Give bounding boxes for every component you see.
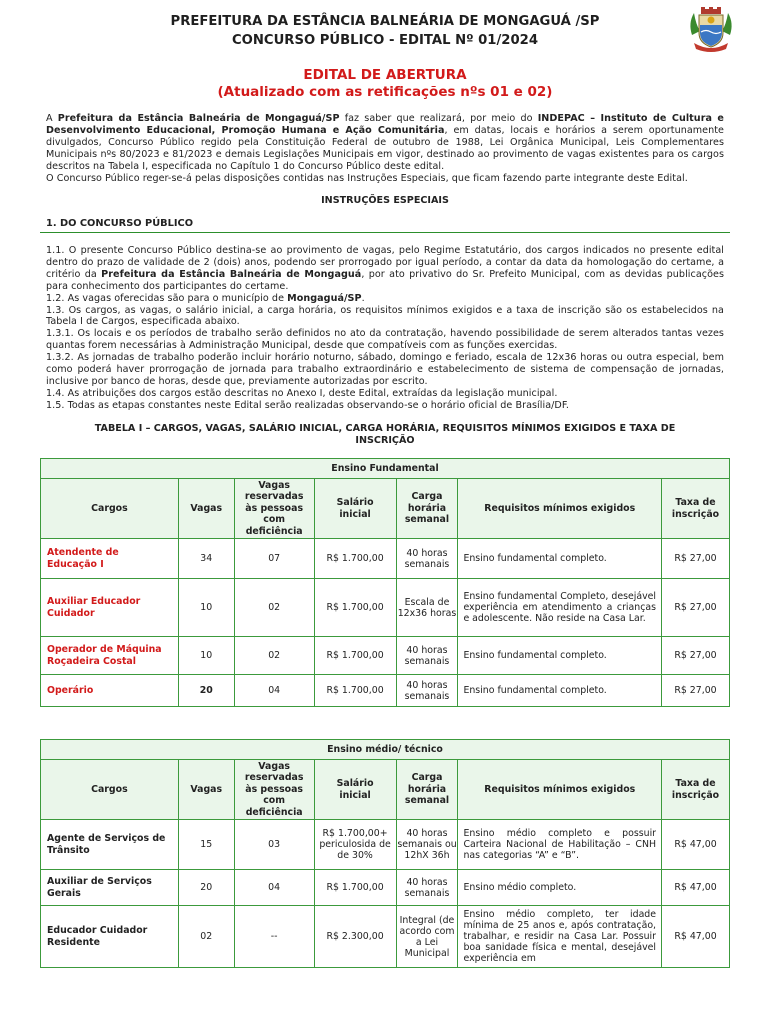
table-row xyxy=(41,579,730,637)
table-row xyxy=(41,870,730,906)
item-1-5: 1.5. Todas as etapas constantes neste Edital serão realizadas observando-se o horário oficial de Brasília/DF. xyxy=(46,399,569,411)
cell-cargo: Auxiliar de Serviços Gerais xyxy=(41,870,179,906)
cell-requisitos: Ensino fundamental completo. xyxy=(458,675,662,707)
intro-text: , em datas, locais e horários a serem oportunamente divulgados, Concurso Público regido pela Constituição Federal de outubro de 1988, Lei Orgânica Municipal, Leis Complementares Municipais nºs 80/2023 e 81/2023 e demais Legislações Municipais em vigor, destinado ao provimento de vagas existentes para os cargos descritos na Tabela I, especificada no Capítulo 1 do Concurso Público deste edital. xyxy=(46,124,724,172)
cell-carga: 40 horas semanais ou 12hX 36h xyxy=(396,820,458,870)
col-header-taxa: Taxa de inscrição xyxy=(662,479,730,539)
table-caption: Ensino médio/ técnico xyxy=(41,740,730,760)
cell-taxa: R$ 47,00 xyxy=(662,820,730,870)
cell-salario: R$ 1.700,00 xyxy=(314,675,396,707)
cell-vagas: 20 xyxy=(178,675,234,707)
col-header-requisitos: Requisitos mínimos exigidos xyxy=(458,760,662,820)
cell-taxa: R$ 27,00 xyxy=(662,675,730,707)
cell-carga: Escala de 12x36 horas xyxy=(396,579,458,637)
cell-vagas: 10 xyxy=(178,637,234,675)
table-row xyxy=(41,820,730,870)
cell-cargo: Atendente de Educação I xyxy=(41,539,179,579)
cell-salario: R$ 1.700,00 xyxy=(314,870,396,906)
item-1-1-bold: Prefeitura da Estância Balneária de Mongaguá xyxy=(101,268,362,280)
cell-vagas: 02 xyxy=(178,906,234,968)
cell-vagas: 10 xyxy=(178,579,234,637)
section-1-title: 1. DO CONCURSO PÚBLICO xyxy=(40,215,730,233)
col-header-cargos: Cargos xyxy=(41,479,179,539)
cell-requisitos: Ensino fundamental completo. xyxy=(458,637,662,675)
cell-pcd: 04 xyxy=(234,870,314,906)
cell-salario: R$ 1.700,00 xyxy=(314,539,396,579)
cell-cargo: Agente de Serviços de Trânsito xyxy=(41,820,179,870)
document-header xyxy=(40,12,730,50)
cell-pcd: -- xyxy=(234,906,314,968)
instrucoes-heading: INSTRUÇÕES ESPECIAIS xyxy=(321,195,449,206)
table-caption: Ensino Fundamental xyxy=(41,459,730,479)
cell-carga: 40 horas semanais xyxy=(396,539,458,579)
cell-requisitos: Ensino médio completo, ter idade mínima de 25 anos e, após contratação, trabalhar, e residir na Casa Lar. Possuir boa sanidade física e mental, desejável experiência em xyxy=(458,906,662,968)
cell-requisitos: Ensino fundamental completo. xyxy=(458,539,662,579)
header-line-1: PREFEITURA DA ESTÂNCIA BALNEÁRIA DE MONGAGUÁ /SP xyxy=(170,14,600,29)
table-row xyxy=(41,906,730,968)
table-row xyxy=(41,675,730,707)
cell-carga: 40 horas semanais xyxy=(396,870,458,906)
cell-pcd: 03 xyxy=(234,820,314,870)
intro-prefeitura: Prefeitura da Estância Balneária de Mongaguá/SP xyxy=(57,113,340,124)
cell-carga: 40 horas semanais xyxy=(396,675,458,707)
cell-cargo: Educador Cuidador Residente xyxy=(41,906,179,968)
item-1-2: 1.2. As vagas oferecidas são para o município de xyxy=(46,292,288,304)
cell-salario: R$ 1.700,00 xyxy=(314,579,396,637)
edital-title xyxy=(40,67,730,101)
item-1-2-end: . xyxy=(361,292,365,304)
item-1-1-end: , por ato privativo do Sr. Prefeito Municipal, com as devidas publicações para conhecimento dos participantes do certame. xyxy=(46,268,724,292)
municipal-crest-icon xyxy=(686,5,736,53)
tabela-title-line-2: INSCRIÇÃO xyxy=(355,435,415,446)
cell-carga: 40 horas semanais xyxy=(396,637,458,675)
cell-vagas: 20 xyxy=(178,870,234,906)
table-ensino-fundamental xyxy=(40,458,730,707)
tabela-title xyxy=(40,423,730,447)
col-header-pcd: Vagas reservadas às pessoas com deficiência xyxy=(234,479,314,539)
cell-pcd: 02 xyxy=(234,579,314,637)
item-1-3: 1.3. Os cargos, as vagas, o salário inicial, a carga horária, os requisitos mínimos exigidos e a taxa de inscrição são os estabelecidos na Tabela I de Cargos, especificada abaixo. xyxy=(46,304,724,328)
col-header-vagas: Vagas xyxy=(178,479,234,539)
cell-pcd: 02 xyxy=(234,637,314,675)
intro-indepac: INDEPAC – Instituto de Cultura e Desenvolvimento Educacional, Promoção Humana e Ação Comunitária xyxy=(46,113,724,136)
item-1-3-1: 1.3.1. Os locais e os períodos de trabalho serão definidos no ato da contratação, havendo possibilidade de serem alterados tantas vezes quantas forem necessárias à Administração Municipal, desde que compatíveis com as funções exercidas. xyxy=(46,328,724,352)
table-header-row xyxy=(41,760,730,820)
item-1-4: 1.4. As atribuições dos cargos estão descritas no Anexo I, deste Edital, extraídas da legislação municipal. xyxy=(46,387,558,399)
cell-cargo: Operador de Máquina Roçadeira Costal xyxy=(41,637,179,675)
cell-salario: R$ 1.700,00 xyxy=(314,637,396,675)
cell-cargo: Auxiliar Educador Cuidador xyxy=(41,579,179,637)
col-header-salario: Salário inicial xyxy=(314,760,396,820)
cell-taxa: R$ 47,00 xyxy=(662,870,730,906)
table-header-row xyxy=(41,479,730,539)
cell-taxa: R$ 27,00 xyxy=(662,579,730,637)
col-header-requisitos: Requisitos mínimos exigidos xyxy=(458,479,662,539)
col-header-carga: Carga horária semanal xyxy=(396,760,458,820)
cell-pcd: 07 xyxy=(234,539,314,579)
cell-vagas: 15 xyxy=(178,820,234,870)
intro-text: faz saber que realizará, por meio do xyxy=(339,113,538,124)
edital-title-line-2: (Atualizado com as retificações nºs 01 e 02) xyxy=(217,84,553,100)
cell-cargo: Operário xyxy=(41,675,179,707)
cell-salario: R$ 1.700,00+ periculosida de de 30% xyxy=(314,820,396,870)
section-1-body xyxy=(46,245,724,412)
cell-requisitos: Ensino médio completo. xyxy=(458,870,662,906)
intro-text-2: O Concurso Público reger-se-á pelas disposições contidas nas Instruções Especiais, que ficam fazendo parte integrante deste Edital. xyxy=(46,172,688,184)
header-line-2: CONCURSO PÚBLICO - EDITAL Nº 01/2024 xyxy=(231,33,539,48)
cell-requisitos: Ensino médio completo e possuir Carteira Nacional de Habilitação – CNH nas categorias “A” e “B”. xyxy=(458,820,662,870)
tabela-title-line-1: TABELA I – CARGOS, VAGAS, SALÁRIO INICIAL, CARGA HORÁRIA, REQUISITOS MÍNIMOS EXIGIDOS E TAXA DE xyxy=(94,423,676,434)
table-row xyxy=(41,637,730,675)
cell-taxa: R$ 47,00 xyxy=(662,906,730,968)
col-header-taxa: Taxa de inscrição xyxy=(662,760,730,820)
edital-title-line-1: EDITAL DE ABERTURA xyxy=(303,67,467,83)
cell-taxa: R$ 27,00 xyxy=(662,539,730,579)
col-header-cargos: Cargos xyxy=(41,760,179,820)
cell-requisitos: Ensino fundamental Completo, desejável experiência em atendimento a crianças e adolescente. Não reside na Casa Lar. xyxy=(458,579,662,637)
cell-pcd: 04 xyxy=(234,675,314,707)
cell-carga: Integral (de acordo com a Lei Municipal xyxy=(396,906,458,968)
col-header-vagas: Vagas xyxy=(178,760,234,820)
table-ensino-medio xyxy=(40,739,730,968)
item-1-3-2: 1.3.2. As jornadas de trabalho poderão incluir horário noturno, sábado, domingo e feriado, escala de 12x36 horas ou outra especial, bem como poderá haver prorrogação de jornada para trabalho extraordinário e estabelecimento de sistema de compensação de jornadas, inclusive por banco de horas, desde que, previamente autorizadas por escrito. xyxy=(46,352,724,387)
cell-vagas: 34 xyxy=(178,539,234,579)
item-1-1: 1.1. O presente Concurso Público destina-se ao provimento de vagas, pelo Regime Estatutário, dos cargos indicados no presente edital dentro do prazo de validade de 2 (dois) anos, podendo ser prorrogado por igual período, a contar da data da homologação do certame, a critério da xyxy=(46,245,724,280)
item-1-2-bold: Mongaguá/SP xyxy=(287,292,362,304)
cell-taxa: R$ 27,00 xyxy=(662,637,730,675)
col-header-carga: Carga horária semanal xyxy=(396,479,458,539)
table-row xyxy=(41,539,730,579)
col-header-salario: Salário inicial xyxy=(314,479,396,539)
intro-text: A xyxy=(46,113,58,124)
col-header-pcd: Vagas reservadas às pessoas com deficiência xyxy=(234,760,314,820)
intro-paragraph xyxy=(46,113,724,184)
cell-salario: R$ 2.300,00 xyxy=(314,906,396,968)
